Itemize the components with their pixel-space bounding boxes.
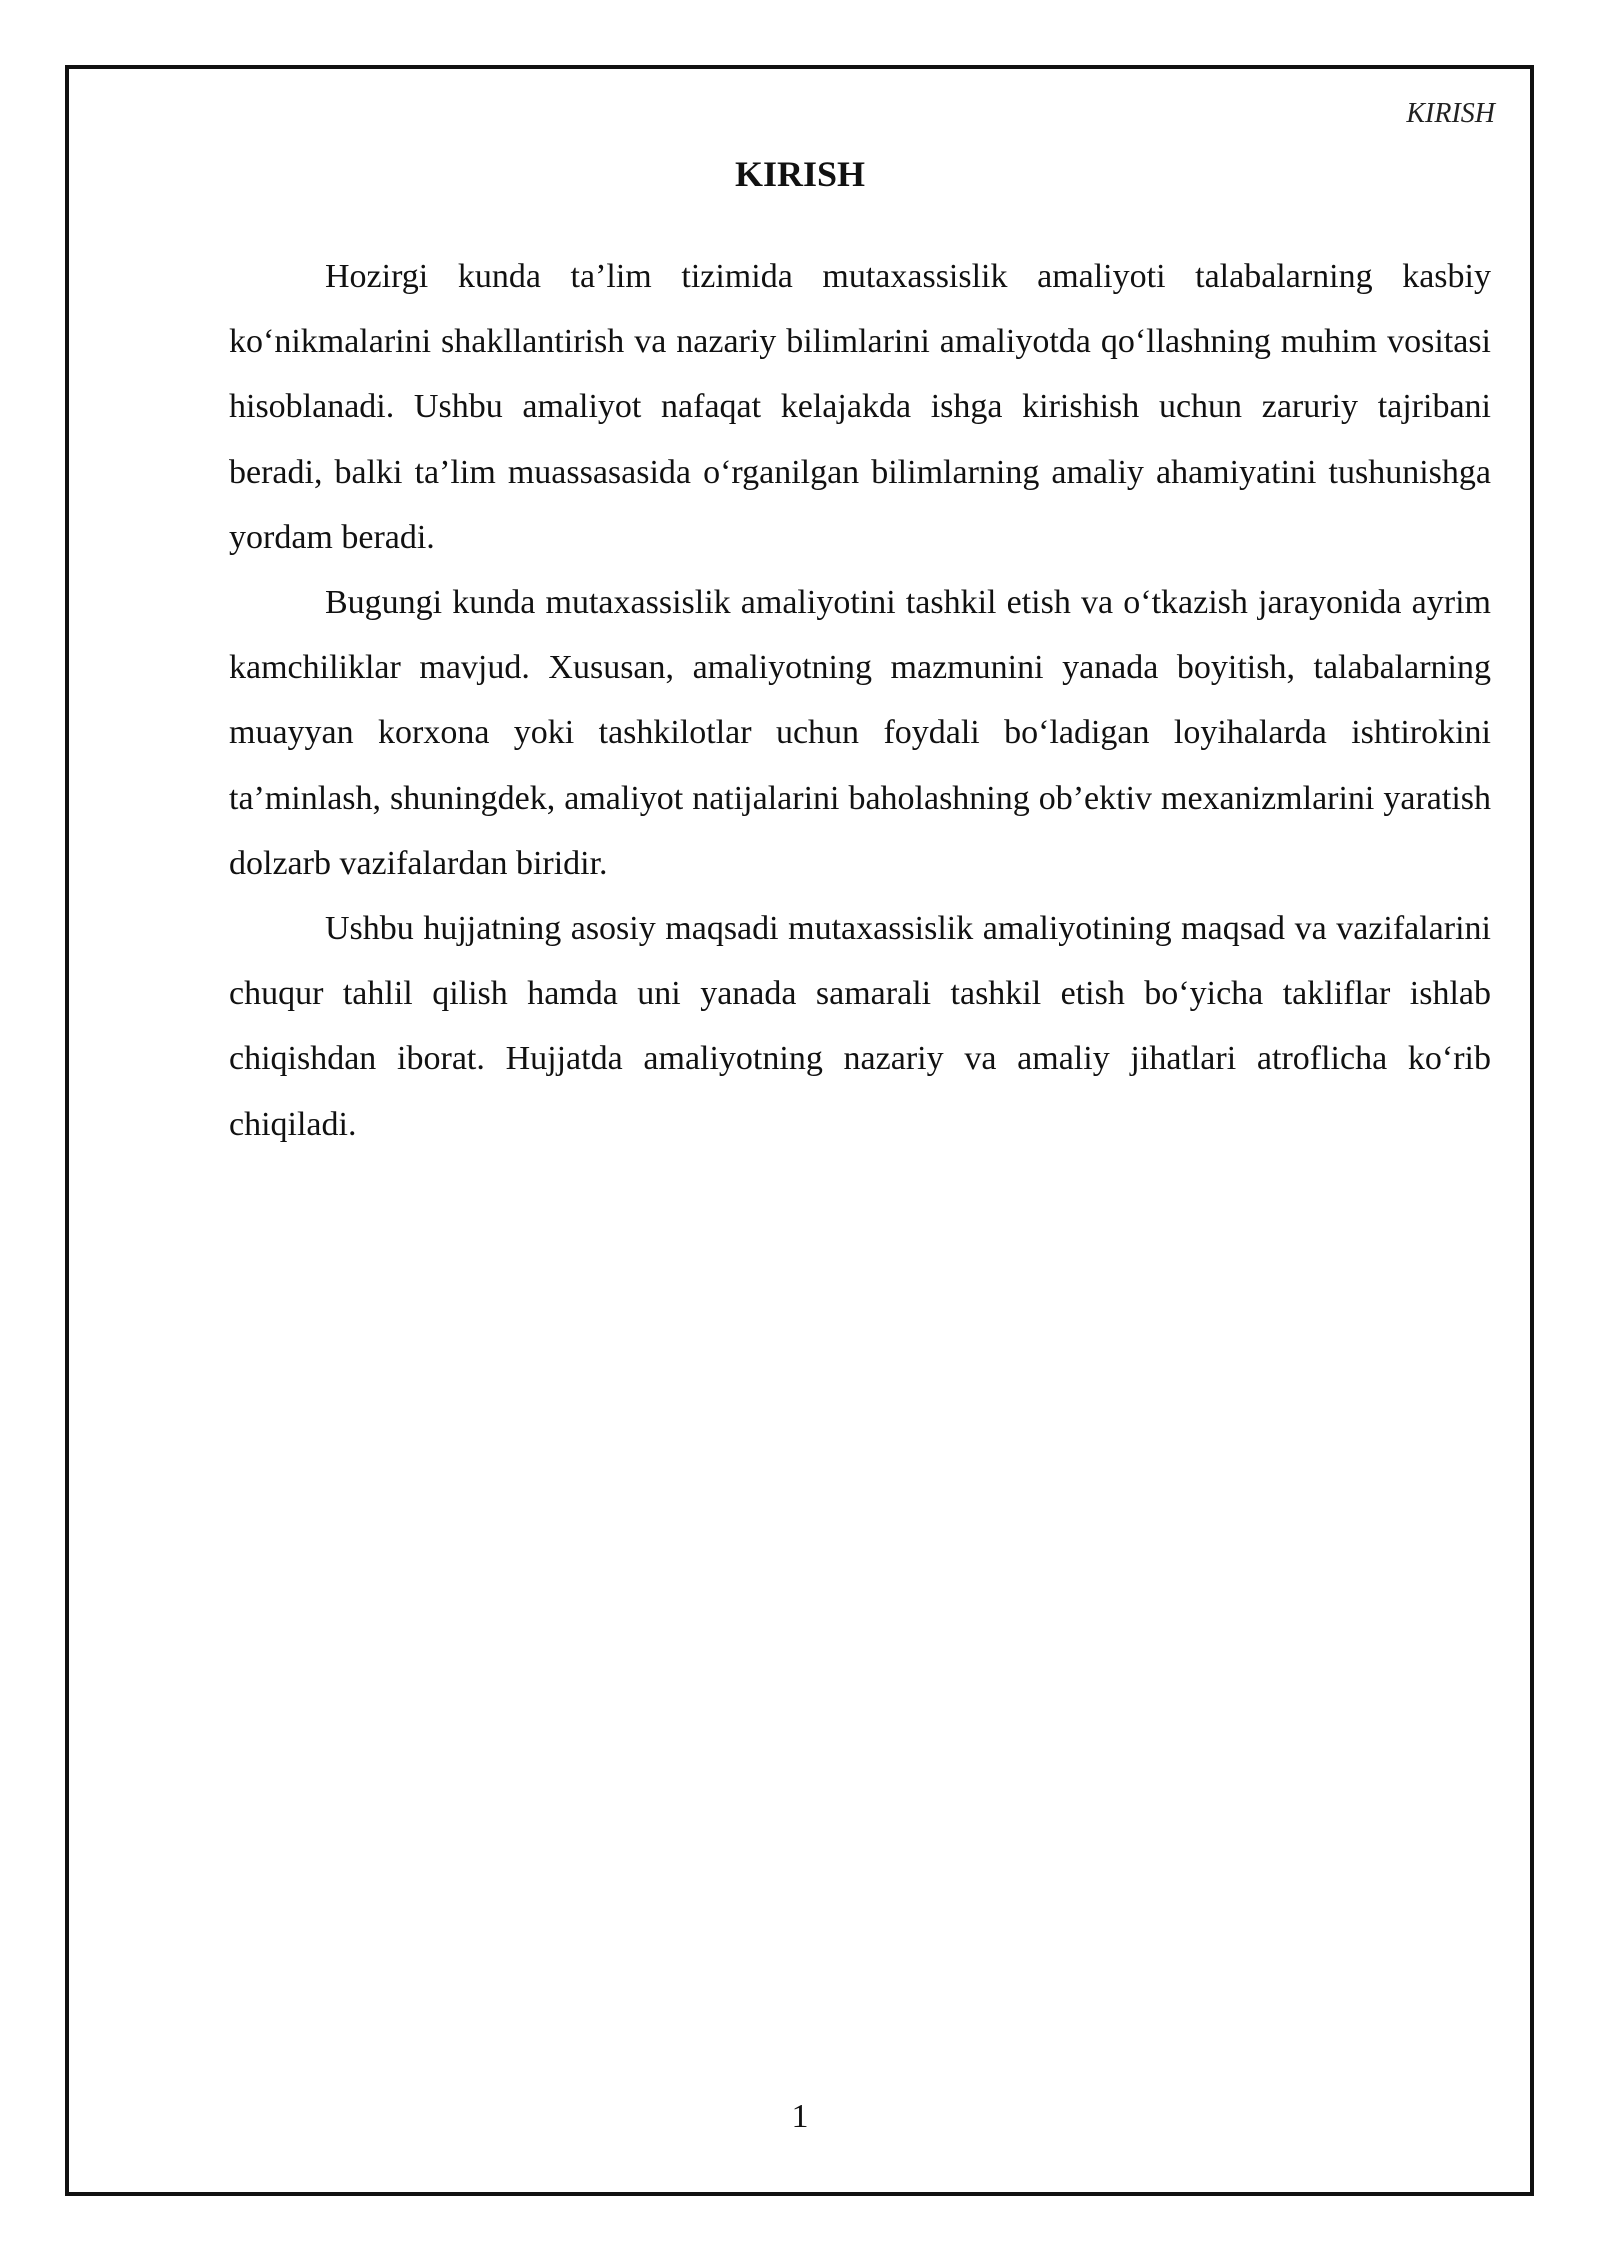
body-text xyxy=(229,244,1491,1157)
paragraph: Bugungi kunda mutaxassislik amaliyotini tashkil etish va o‘tkazish jarayonida ayrim kamchiliklar mavjud. Xususan, amaliyotning mazmunini yanada boyitish, talabalarning muayyan korxona yoki tashkilotlar uchun foydali bo‘ladigan loyihalarda ishtirokini ta’minlash, shuningdek, amaliyot natijalarini baholashning ob’ektiv mexanizmlarini yaratish dolzarb vazifalardan biridir. xyxy=(229,584,1491,882)
paragraph: Ushbu hujjatning asosiy maqsadi mutaxassislik amaliyotining maqsad va vazifalarini chuqur tahlil qilish hamda uni yanada samarali tashkil etish bo‘yicha takliflar ishlab chiqishdan iborat. Hujjatda amaliyotning nazariy va amaliy jihatlari atroflicha ko‘rib chiqiladi. xyxy=(229,910,1491,1143)
running-header: KIRISH xyxy=(1406,98,1495,129)
section-title: KIRISH xyxy=(734,154,866,194)
page-number: 1 xyxy=(791,2098,809,2135)
paragraph: Hozirgi kunda ta’lim tizimida mutaxassislik amaliyoti talabalarning kasbiy ko‘nikmalarini shakllantirish va nazariy bilimlarini amaliyotda qo‘llashning muhim vositasi hisoblanadi. Ushbu amaliyot nafaqat kelajakda ishga kirishish uchun zaruriy tajribani beradi, balki ta’lim muassasasida o‘rganilgan bilimlarning amaliy ahamiyatini tushunishga yordam beradi. xyxy=(229,258,1491,556)
